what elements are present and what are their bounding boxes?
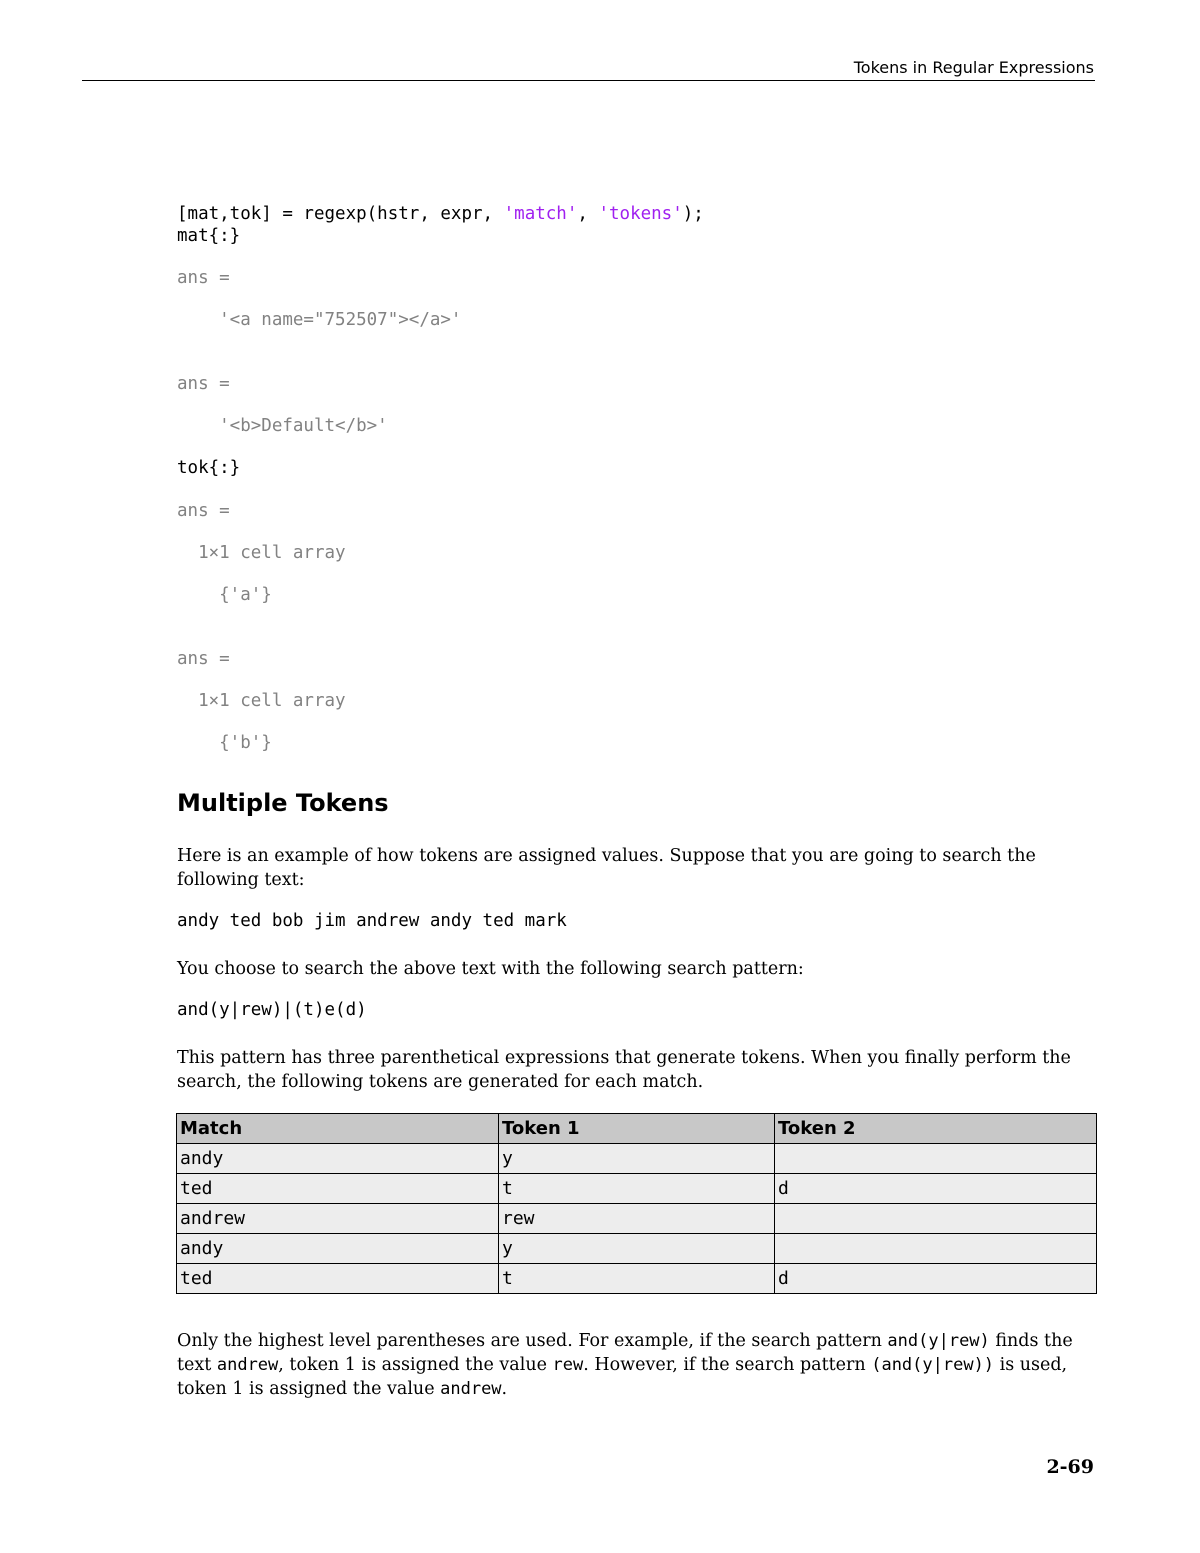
code-line-regexp	[177, 203, 704, 225]
inline-code-value: rew	[552, 1355, 584, 1375]
closing-text: is used, token 1 is assigned the value	[177, 1355, 1068, 1399]
output-label: ans =	[177, 649, 230, 669]
code-string-tokens: 'tokens'	[598, 204, 683, 224]
closing-text: , token 1 is assigned the value	[278, 1355, 553, 1375]
inline-code-pattern: and(y|rew)	[887, 1331, 990, 1351]
closing-text: .	[501, 1379, 508, 1399]
inline-code-pattern-grouped: (and(y|rew))	[871, 1355, 995, 1375]
cell-match: andrew	[177, 1204, 499, 1234]
table-row	[177, 1234, 1097, 1264]
output-label: ans =	[177, 268, 230, 288]
cell-token1: t	[499, 1264, 775, 1294]
output-value: '<b>Default</b>'	[177, 416, 388, 436]
closing-text: Only the highest level parentheses are used. For example, if the search pattern	[177, 1331, 888, 1351]
cell-token2: d	[775, 1264, 1097, 1294]
cell-match: ted	[177, 1174, 499, 1204]
inline-code-text: andrew	[216, 1355, 279, 1375]
result-intro-paragraph: This pattern has three parenthetical expressions that generate tokens. When you finally perform the search, the following tokens are generated for each match.	[177, 1048, 1071, 1092]
output-label: ans =	[177, 501, 230, 521]
code-text-end: );	[682, 204, 704, 224]
header-rule	[82, 80, 1095, 81]
cell-token1: y	[499, 1234, 775, 1264]
table-row	[177, 1204, 1097, 1234]
column-header-token2: Token 2	[775, 1114, 1097, 1144]
cell-token2	[775, 1204, 1097, 1234]
tokens-table	[176, 1113, 1097, 1294]
intro-paragraph: Here is an example of how tokens are assigned values. Suppose that you are going to search the following text:	[177, 846, 1036, 890]
table-row	[177, 1144, 1097, 1174]
output-type: 1×1 cell array	[177, 691, 346, 711]
sample-text-code: andy ted bob jim andrew andy ted mark	[177, 911, 567, 931]
cell-token2: d	[775, 1174, 1097, 1204]
cell-token2	[775, 1144, 1097, 1174]
closing-text: finds the text	[177, 1331, 1073, 1375]
inline-code-value-grouped: andrew	[440, 1379, 502, 1399]
output-type: 1×1 cell array	[177, 543, 346, 563]
pattern-code: and(y|rew)|(t)e(d)	[177, 1000, 367, 1020]
closing-paragraph	[177, 1329, 1097, 1401]
code-text: [mat,tok] = regexp(hstr, expr,	[177, 204, 504, 224]
closing-text: . However, if the search pattern	[583, 1355, 872, 1375]
table-row	[177, 1174, 1097, 1204]
section-heading: Multiple Tokens	[177, 789, 389, 817]
table-row	[177, 1264, 1097, 1294]
cell-token1: rew	[499, 1204, 775, 1234]
code-line-tok: tok{:}	[177, 458, 241, 478]
column-header-token1: Token 1	[499, 1114, 775, 1144]
cell-match: ted	[177, 1264, 499, 1294]
output-label: ans =	[177, 374, 230, 394]
cell-token1: t	[499, 1174, 775, 1204]
running-header-title: Tokens in Regular Expressions	[853, 58, 1094, 77]
table-header-row	[177, 1114, 1097, 1144]
cell-token2	[775, 1234, 1097, 1264]
column-header-match: Match	[177, 1114, 499, 1144]
cell-token1: y	[499, 1144, 775, 1174]
cell-match: andy	[177, 1144, 499, 1174]
output-value: '<a name="752507"></a>'	[177, 310, 462, 330]
code-line-mat: mat{:}	[177, 226, 241, 246]
page-number: 2-69	[1046, 1456, 1094, 1478]
output-value: {'b'}	[177, 733, 272, 753]
code-string-match: 'match'	[503, 204, 578, 224]
pattern-intro-paragraph: You choose to search the above text with the following search pattern:	[177, 959, 804, 979]
output-value: {'a'}	[177, 585, 272, 605]
cell-match: andy	[177, 1234, 499, 1264]
code-separator: ,	[577, 204, 599, 224]
